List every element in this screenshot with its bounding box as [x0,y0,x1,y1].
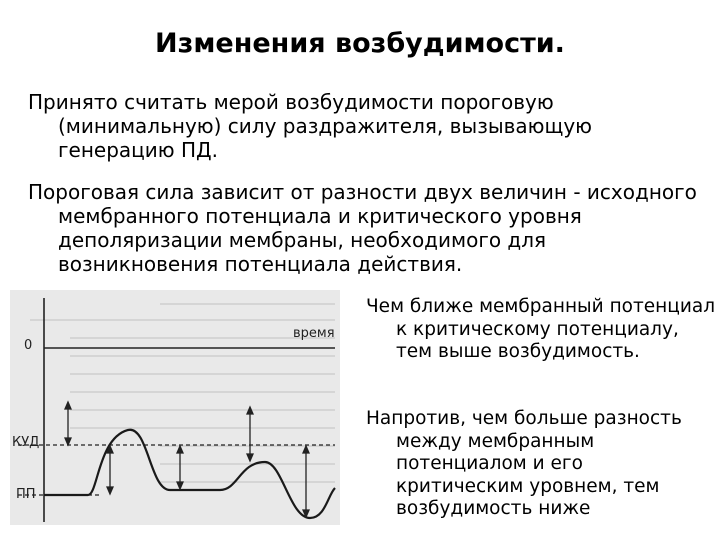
excitability-diagram-svg [10,290,340,525]
paragraph-threshold-definition: Принято считать мерой возбудимости пороговую (минимальную) силу раздражителя, вызывающую генерацию ПД. [28,90,593,162]
zero-label: 0 [24,338,33,353]
time-label: время [293,326,335,341]
excitability-diagram [10,290,340,525]
background-scan-lines [30,304,335,482]
slide-title: Изменения возбудимости. [155,28,565,59]
pp-label: ПП [16,487,36,502]
paragraph-threshold-dependence: Пороговая сила зависит от разности двух величин - исходного мембранного потенциала и критического уровня деполяризации мембраны, необходимого для возникновения потенциала действия. [28,180,697,276]
kud-label: КУД [12,435,40,450]
side-text-higher-excitability: Чем ближе мембранный потенциал к критическому потенциалу, тем выше возбудимость. [366,296,716,362]
side-text-lower-excitability: Напротив, чем больше разность между мембранным потенциалом и его критическим уровнем, тем возбудимость ниже [366,408,682,519]
membrane-potential-curve [44,430,335,518]
